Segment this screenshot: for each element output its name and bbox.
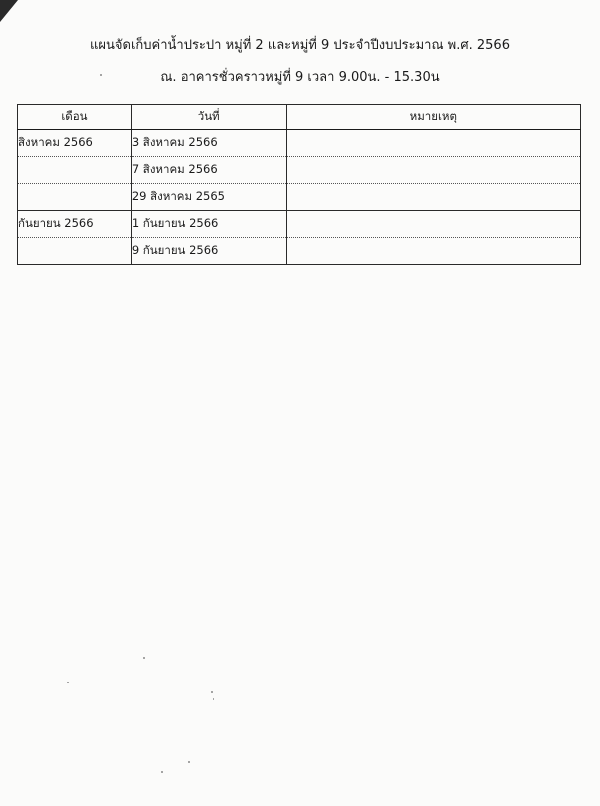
note-cell (286, 157, 580, 184)
note-cell (286, 184, 580, 211)
collection-schedule-table (17, 104, 581, 265)
scan-speck (143, 657, 145, 659)
month-cell (18, 238, 132, 265)
table-row (18, 157, 581, 184)
document-subtitle: ณ. อาคารชั่วคราวหมู่ที่ 9 เวลา 9.00น. - 15.30น (160, 70, 440, 85)
month-cell (18, 184, 132, 211)
scan-speck (67, 682, 69, 683)
note-cell (286, 238, 580, 265)
table-row (18, 211, 581, 238)
month-cell: กันยายน 2566 (18, 211, 132, 238)
date-cell: 7 สิงหาคม 2566 (131, 157, 286, 184)
column-header-date: วันที่ (131, 105, 286, 130)
table-row (18, 238, 581, 265)
scan-corner-mark (0, 0, 18, 22)
date-cell: 1 กันยายน 2566 (131, 211, 286, 238)
date-cell: 3 สิงหาคม 2566 (131, 130, 286, 157)
table-header-row (18, 105, 581, 130)
date-cell: 29 สิงหาคม 2565 (131, 184, 286, 211)
scan-speck (213, 698, 214, 700)
document-title: แผนจัดเก็บค่าน้ำประปา หมู่ที่ 2 และหมู่ที่ 9 ประจำปีงบประมาณ พ.ศ. 2566 (90, 38, 510, 53)
table-row (18, 184, 581, 211)
date-cell: 9 กันยายน 2566 (131, 238, 286, 265)
scan-speck (100, 74, 102, 76)
scan-speck (188, 761, 190, 763)
column-header-note: หมายเหตุ (286, 105, 580, 130)
note-cell (286, 130, 580, 157)
scan-speck (211, 691, 213, 693)
column-header-month: เดือน (18, 105, 132, 130)
month-cell (18, 157, 132, 184)
scan-speck (161, 771, 163, 773)
note-cell (286, 211, 580, 238)
table-row (18, 130, 581, 157)
month-cell: สิงหาคม 2566 (18, 130, 132, 157)
